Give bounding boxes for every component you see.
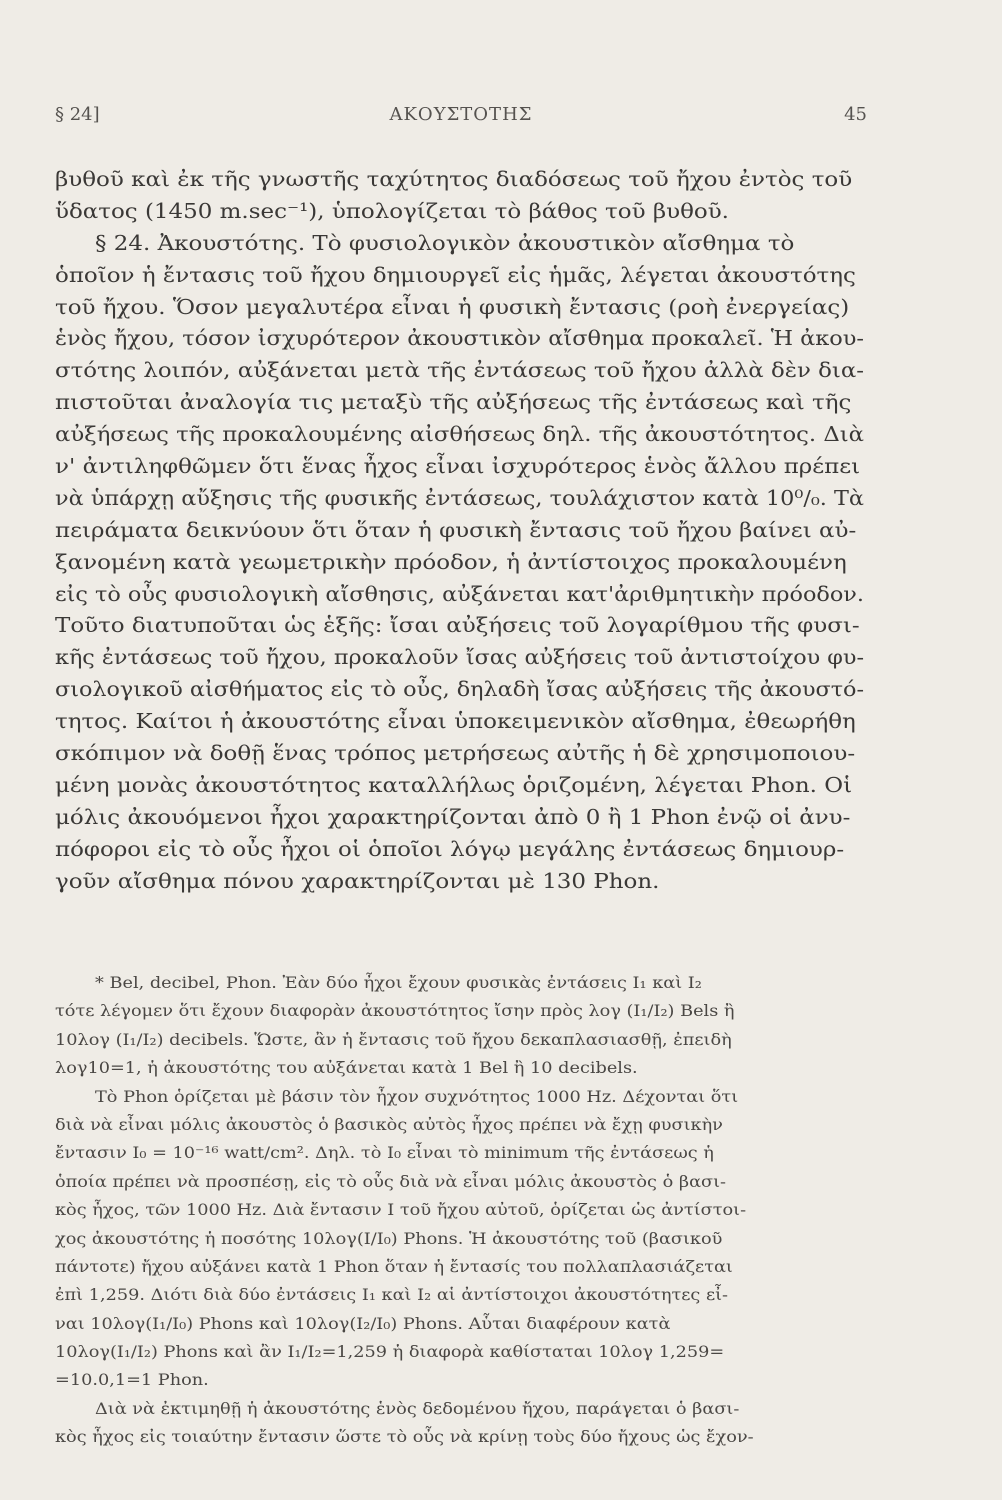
text-line: διὰ νὰ εἶναι μόλις ἀκουστὸς ὁ βασικὸς αὐτὸς ἦχος πρέπει νὰ ἔχῃ φυσικὴν	[55, 1114, 723, 1134]
running-title: ΑΚΟΥΣΤΟΤΗΣ	[389, 104, 533, 125]
text-line: § 24. Ἀκουστότης. Τὸ φυσιολογικὸν ἀκουστικὸν αἴσθημα τὸ	[95, 230, 795, 255]
text-line: =10.0,1=1 Phon.	[55, 1370, 209, 1390]
text-line: ἔντασιν I₀ = 10⁻¹⁶ watt/cm². Δηλ. τὸ I₀ εἶναι τὸ minimum τῆς ἐντάσεως ἡ	[55, 1143, 714, 1163]
section-reference: § 24]	[55, 104, 100, 125]
text-line: πόφοροι εἰς τὸ οὖς ἦχοι οἱ ὁποῖοι λόγῳ μεγάλης ἐντάσεως δημιουρ-	[55, 836, 845, 861]
text-line: ναι 10λογ(I₁/I₀) Phons καὶ 10λογ(I₂/I₀) Phons. Αὗται διαφέρουν κατὰ	[55, 1313, 671, 1333]
text-line: εἰς τὸ οὖς φυσιολογικὴ αἴσθησις, αὐξάνεται κατ'ἀριθμητικὴν πρόοδον.	[55, 581, 864, 606]
page-number: 45	[844, 104, 867, 125]
text-line: γοῦν αἴσθημα πόνου χαρακτηρίζονται μὲ 130 Phon.	[55, 868, 660, 893]
text-line: στότης λοιπόν, αὐξάνεται μετὰ τῆς ἐντάσεως τοῦ ἤχου ἀλλὰ δὲν δια-	[55, 358, 864, 383]
text-line: τότε λέγομεν ὅτι ἔχουν διαφορὰν ἀκουστότητος ἴσην πρὸς λογ (I₁/I₂) Bels ἢ	[55, 1001, 735, 1021]
text-line: κὸς ἦχος, τῶν 1000 Hz. Διὰ ἔντασιν I τοῦ ἤχου αὐτοῦ, ὁρίζεται ὡς ἀντίστοι-	[55, 1200, 747, 1220]
text-line: ὁποῖον ἡ ἔντασις τοῦ ἤχου δημιουργεῖ εἰς ἡμᾶς, λέγεται ἀκουστότης	[55, 262, 856, 287]
running-header	[55, 104, 867, 130]
text-line: ν' ἀντιληφθῶμεν ὅτι ἕνας ἦχος εἶναι ἰσχυρότερος ἑνὸς ἄλλου πρέπει	[55, 454, 861, 479]
text-line: μόλις ἀκουόμενοι ἦχοι χαρακτηρίζονται ἀπὸ 0 ἢ 1 Phon ἐνῷ οἱ ἀνυ-	[55, 804, 851, 829]
text-line: ἑνὸς ἤχου, τόσον ἰσχυρότερον ἀκουστικὸν αἴσθημα προκαλεῖ. Ἡ ἀκου-	[55, 326, 864, 351]
text-line: μένη μονὰς ἀκουστότητος καταλλήλως ὁριζομένη, λέγεται Phon. Οἱ	[55, 772, 853, 797]
text-line: νὰ ὑπάρχῃ αὔξησις τῆς φυσικῆς ἐντάσεως, τουλάχιστον κατὰ 10⁰/₀. Τὰ	[55, 485, 864, 510]
text-line: τοῦ ἤχου. Ὅσον μεγαλυτέρα εἶναι ἡ φυσικὴ ἔντασις (ροὴ ἐνεργείας)	[55, 294, 850, 319]
text-line: * Bel, decibel, Phon. Ἐὰν δύο ἦχοι ἔχουν φυσικὰς ἐντάσεις I₁ καὶ I₂	[95, 973, 702, 992]
text-line: αὐξήσεως τῆς προκαλουμένης αἰσθήσεως δηλ. τῆς ἀκουστότητος. Διὰ	[55, 422, 864, 447]
text-line: λογ10=1, ἡ ἀκουστότης του αὐξάνεται κατὰ 1 Bel ἢ 10 decibels.	[55, 1058, 638, 1078]
text-line: Τὸ Phon ὁρίζεται μὲ βάσιν τὸν ἦχον συχνότητος 1000 Hz. Δέχονται ὅτι	[95, 1086, 739, 1106]
text-line: 10λογ (I₁/I₂) decibels. Ὥστε, ἂν ἡ ἔντασις τοῦ ἤχου δεκαπλασιασθῇ, ἐπειδὴ	[55, 1029, 732, 1049]
text-line: ὕδατος (1450 m.sec⁻¹), ὑπολογίζεται τὸ βάθος τοῦ βυθοῦ.	[55, 198, 729, 223]
text-line: Διὰ νὰ ἐκτιμηθῇ ἡ ἀκουστότης ἑνὸς δεδομένου ἤχου, παράγεται ὁ βασι-	[95, 1398, 740, 1418]
footnote-text	[55, 969, 864, 1452]
text-line: σκόπιμον νὰ δοθῇ ἕνας τρόπος μετρήσεως αὐτῆς ἡ δὲ χρησιμοποιου-	[55, 741, 856, 766]
text-line: κὸς ἦχος εἰς τοιαύτην ἔντασιν ὥστε τὸ οὖς νὰ κρίνῃ τοὺς δύο ἤχους ὡς ἔχον-	[55, 1427, 754, 1447]
text-line: βυθοῦ καὶ ἐκ τῆς γνωστῆς ταχύτητος διαδόσεως τοῦ ἤχου ἐντὸς τοῦ	[55, 167, 853, 191]
text-line: πάντοτε) ἤχου αὐξάνει κατὰ 1 Phon ὅταν ἡ ἔντασίς του πολλαπλασιάζεται	[55, 1256, 733, 1276]
text-line: Τοῦτο διατυποῦται ὡς ἑξῆς: ἴσαι αὐξήσεις τοῦ λογαρίθμου τῆς φυσι-	[55, 613, 860, 638]
text-line: κῆς ἐντάσεως τοῦ ἤχου, προκαλοῦν ἴσας αὐξήσεις τοῦ ἀντιστοίχου φυ-	[55, 645, 864, 670]
text-line: σιολογικοῦ αἰσθήματος εἰς τὸ οὖς, δηλαδὴ ἴσας αὐξήσεις τῆς ἀκουστό-	[55, 677, 864, 702]
text-line: ἐπὶ 1,259. Διότι διὰ δύο ἐντάσεις I₁ καὶ I₂ αἱ ἀντίστοιχοι ἀκουστότητες εἶ-	[55, 1285, 729, 1305]
text-line: τητος. Καίτοι ἡ ἀκουστότης εἶναι ὑποκειμενικὸν αἴσθημα, ἐθεωρήθη	[55, 709, 856, 734]
main-text	[55, 164, 864, 897]
text-line: πειράματα δεικνύουν ὅτι ὅταν ἡ φυσικὴ ἔντασις τοῦ ἤχου βαίνει αὐ-	[55, 517, 857, 542]
text-line: πιστοῦται ἀναλογία τις μεταξὺ τῆς αὐξήσεως τῆς ἐντάσεως καὶ τῆς	[55, 390, 852, 415]
text-line: ὁποία πρέπει νὰ προσπέσῃ, εἰς τὸ οὖς διὰ νὰ εἶναι μόλις ἀκουστὸς ὁ βασι-	[55, 1171, 727, 1191]
text-line: 10λογ(I₁/I₂) Phons καὶ ἂν I₁/I₂=1,259 ἡ διαφορὰ καθίσταται 10λογ 1,259=	[55, 1342, 725, 1362]
text-line: ξανομένη κατὰ γεωμετρικὴν πρόοδον, ἡ ἀντίστοιχος προκαλουμένη	[55, 549, 847, 574]
text-line: χος ἀκουστότης ἡ ποσότης 10λογ(I/I₀) Phons. Ἡ ἀκουστότης τοῦ (βασικοῦ	[55, 1228, 723, 1248]
